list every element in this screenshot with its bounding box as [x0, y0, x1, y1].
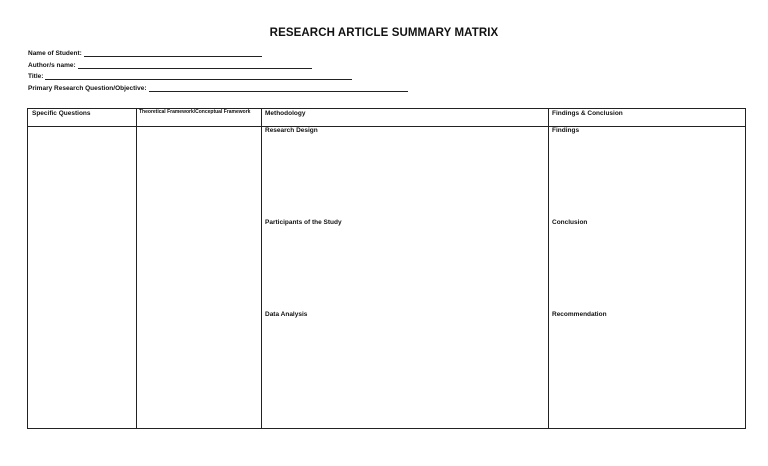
research-design-label: Research Design [265, 127, 318, 134]
data-analysis-label: Data Analysis [265, 311, 308, 318]
research-objective-label: Primary Research Question/Objective: [28, 85, 147, 92]
student-name-line[interactable] [84, 50, 262, 57]
findings-label: Findings [552, 127, 580, 134]
research-objective-field[interactable] [28, 85, 408, 92]
research-objective-line[interactable] [149, 85, 408, 92]
authors-name-field[interactable] [28, 62, 312, 69]
student-name-field[interactable] [28, 50, 262, 57]
header-divider [28, 126, 745, 127]
participants-label: Participants of the Study [265, 219, 342, 226]
article-title-line[interactable] [45, 73, 352, 80]
header-findings-conclusion: Findings & Conclusion [552, 110, 623, 117]
authors-name-label: Author/s name: [28, 62, 76, 69]
authors-name-line[interactable] [78, 62, 312, 69]
student-name-label: Name of Student: [28, 50, 82, 57]
header-framework: Theoretical Framework/Conceptual Framework [139, 109, 251, 115]
recommendation-label: Recommendation [552, 311, 607, 318]
column-divider [136, 109, 137, 428]
article-title-label: Title: [28, 73, 44, 80]
header-methodology: Methodology [265, 110, 306, 117]
column-divider [548, 109, 549, 428]
header-specific-questions: Specific Questions [32, 110, 91, 117]
document-title: RESEARCH ARTICLE SUMMARY MATRIX [269, 27, 499, 39]
summary-matrix-table [27, 108, 746, 429]
conclusion-label: Conclusion [552, 219, 588, 226]
article-title-field[interactable] [28, 73, 352, 80]
column-divider [261, 109, 262, 428]
